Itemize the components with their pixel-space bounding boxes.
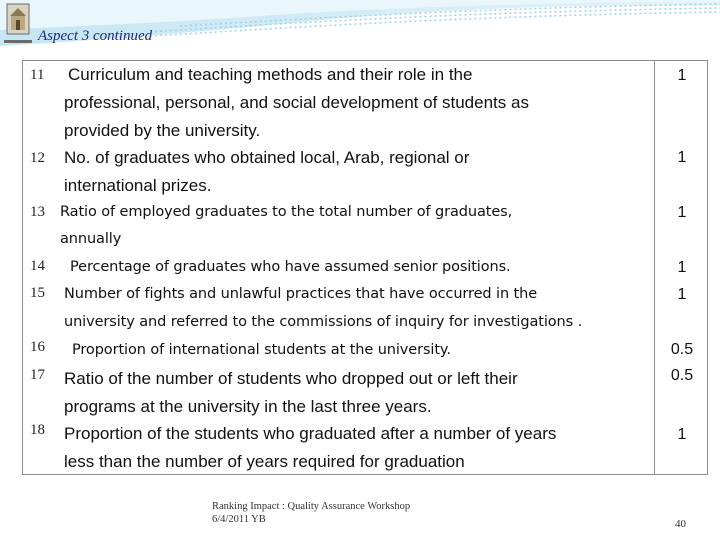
row-number: 11 — [30, 67, 45, 83]
row-text-line: Proportion of the students who graduated after a number of years — [64, 424, 557, 443]
slide-footer — [212, 500, 410, 526]
row-text-line: university and referred to the commissions of inquiry for investigations . — [64, 314, 583, 330]
row-text-line: provided by the university. — [64, 121, 261, 140]
footer-date: 6/4/2011 YB — [212, 514, 266, 525]
row-text-line: less than the number of years required for graduation — [64, 452, 465, 471]
row-score: 0.5 — [670, 341, 694, 358]
row-score: 1 — [677, 426, 687, 443]
row-text-line: Curriculum and teaching methods and their role in the — [68, 65, 473, 84]
row-number: 18 — [30, 422, 45, 438]
footer-workshop-title: Ranking Impact : Quality Assurance Workshop — [212, 501, 411, 512]
row-text-line: Proportion of international students at the university. — [72, 342, 451, 358]
row-score: 1 — [677, 149, 687, 166]
row-text-line: Percentage of graduates who have assumed senior positions. — [70, 259, 511, 275]
row-text-line: professional, personal, and social development of students as — [64, 93, 529, 112]
row-score: 0.5 — [670, 367, 694, 384]
row-number: 17 — [30, 367, 45, 383]
row-score: 1 — [677, 67, 687, 84]
row-number: 14 — [30, 258, 45, 274]
header-band — [0, 0, 720, 60]
row-text-line: international prizes. — [64, 176, 212, 195]
row-number: 16 — [30, 339, 45, 355]
page-number: 40 — [675, 518, 686, 530]
row-text-line: programs at the university in the last three years. — [64, 397, 432, 416]
row-text-line: No. of graduates who obtained local, Arab, regional or — [64, 148, 470, 167]
row-number: 13 — [30, 204, 45, 220]
row-number: 12 — [30, 150, 45, 166]
row-text-line: Number of fights and unlawful practices that have occurred in the — [64, 286, 538, 302]
row-number: 15 — [30, 285, 45, 301]
row-text-line: Ratio of employed graduates to the total number of graduates, — [60, 204, 513, 220]
row-text-line: annually — [60, 231, 122, 247]
row-text-line: Ratio of the number of students who dropped out or left their — [64, 369, 518, 388]
row-score: 1 — [677, 286, 687, 303]
row-score: 1 — [677, 204, 687, 221]
university-logo — [2, 2, 34, 50]
slide-title: Aspect 3 continued — [38, 28, 153, 44]
row-score: 1 — [677, 259, 687, 276]
